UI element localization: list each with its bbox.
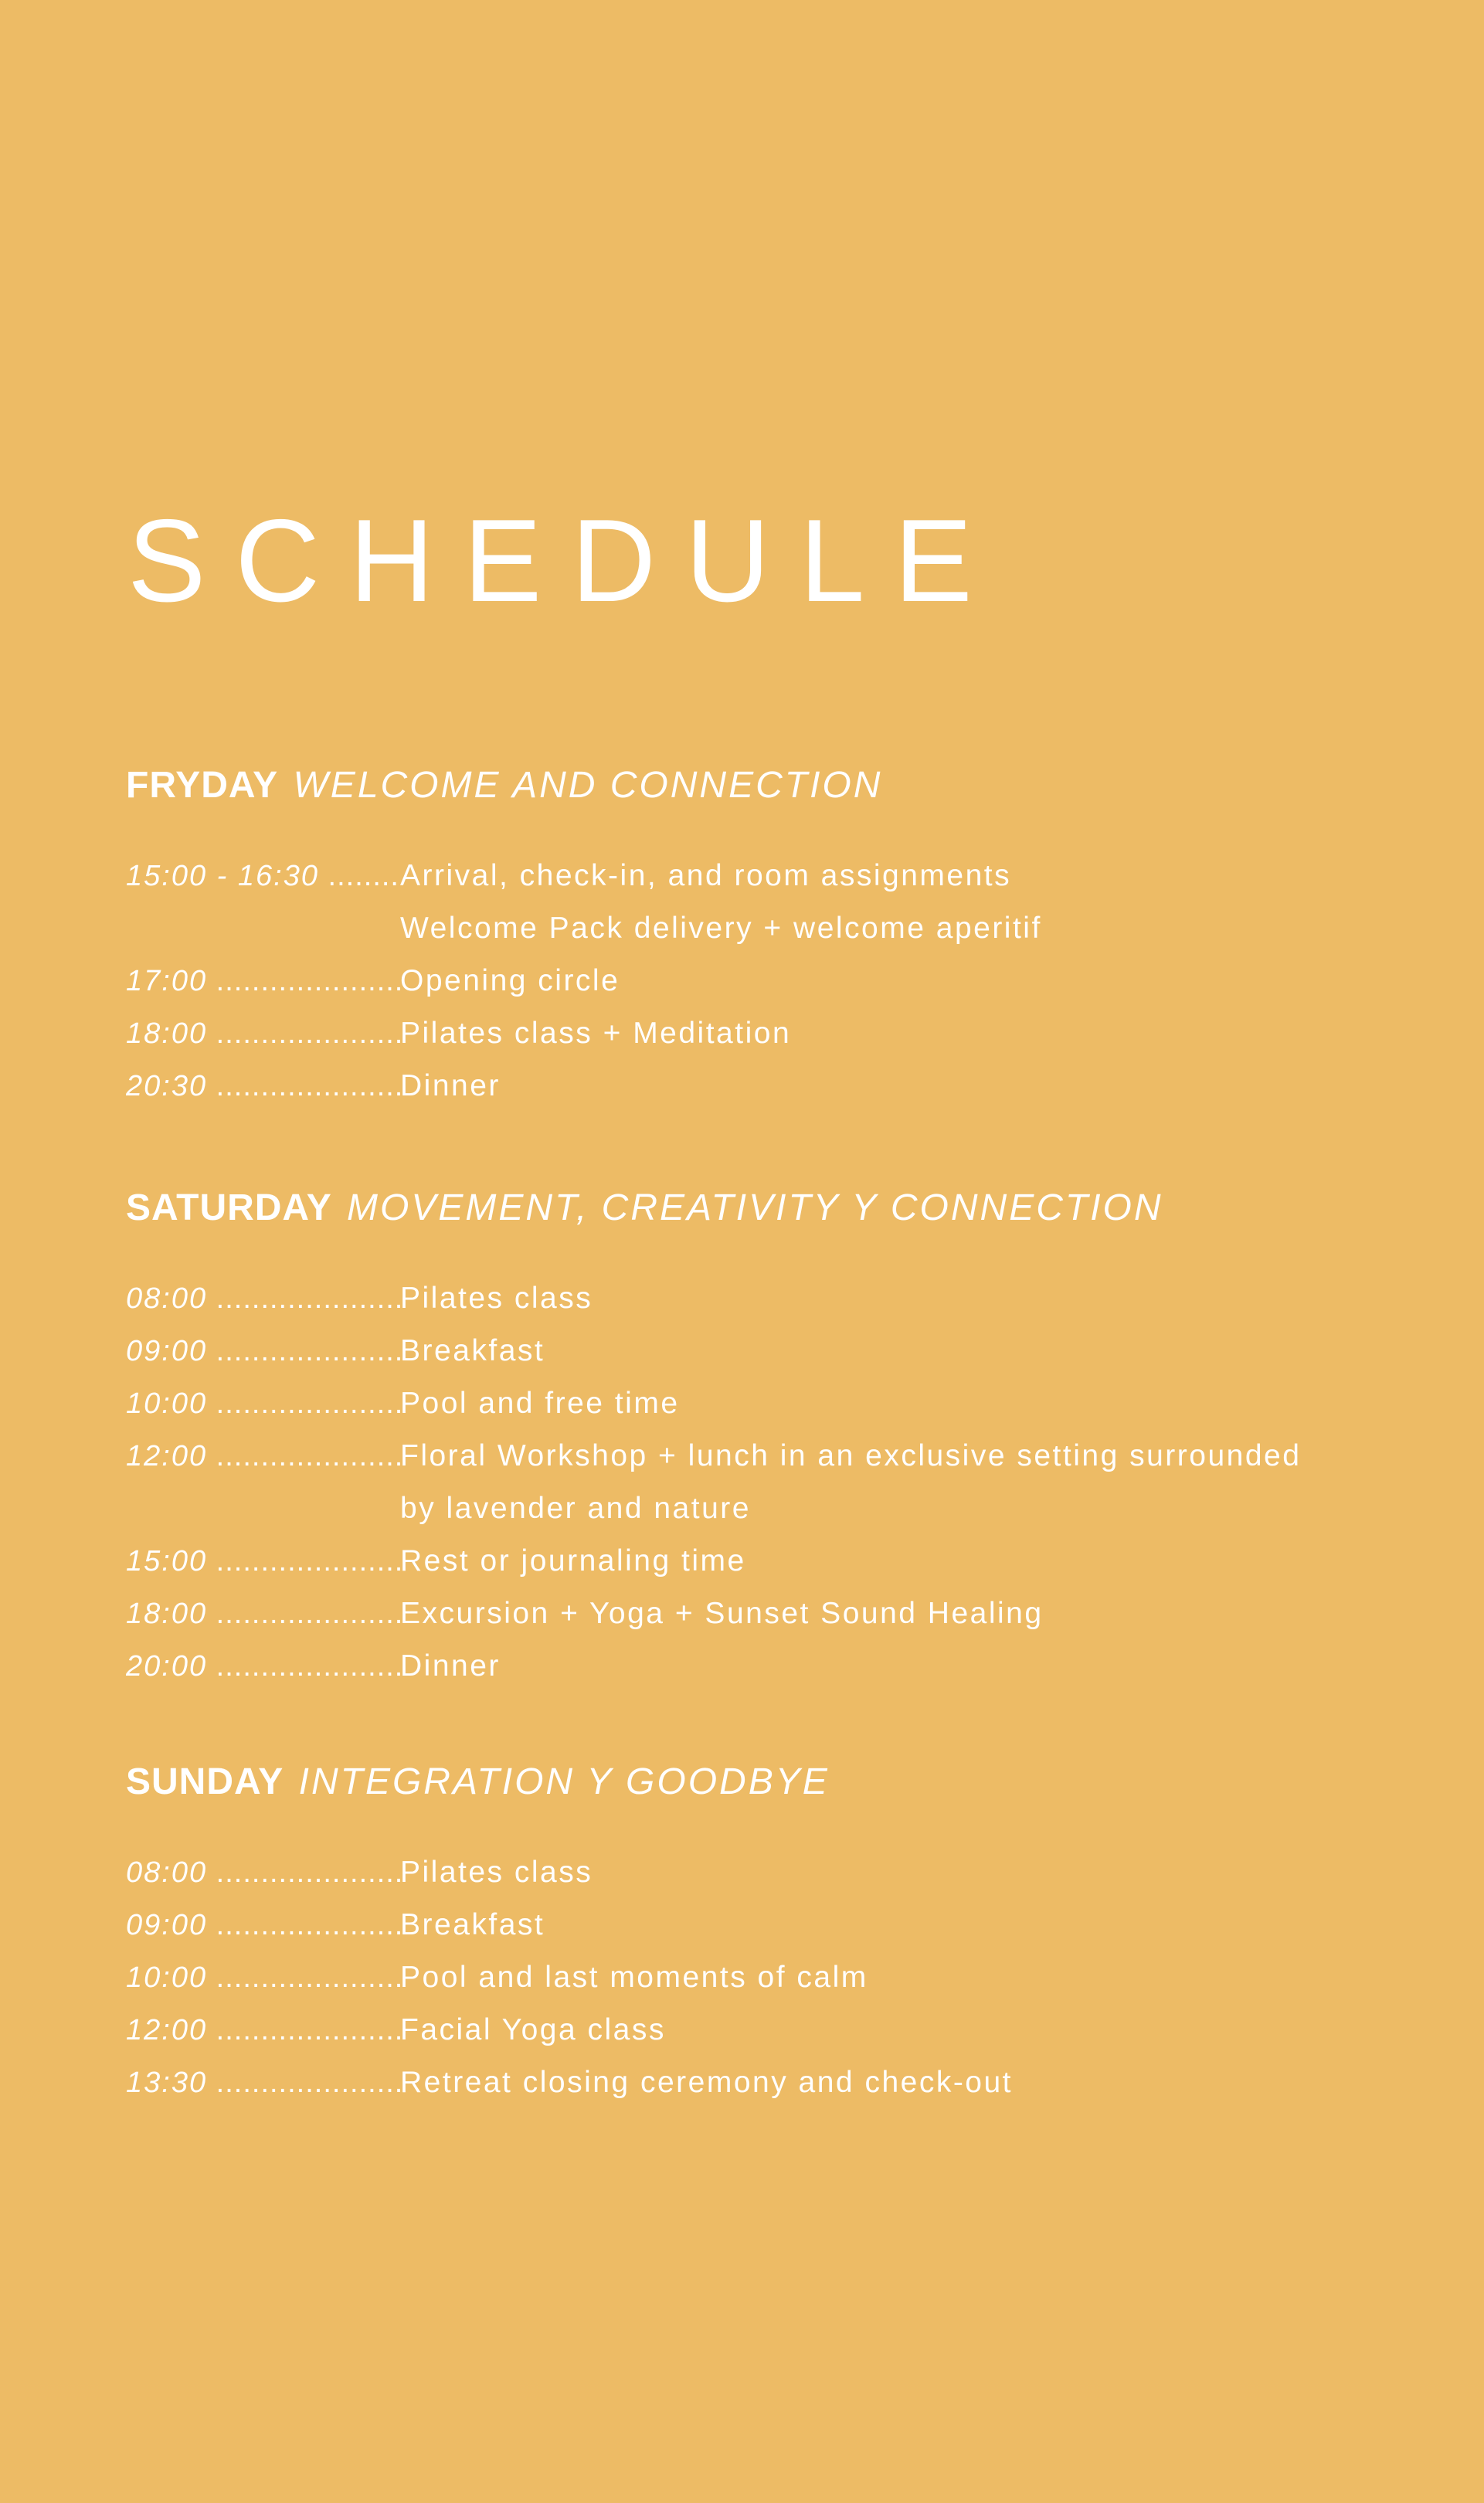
- activity-label: Dinner: [400, 1069, 501, 1102]
- schedule-item: [126, 1377, 1439, 1430]
- day-theme: INTEGRATION Y GOODBYE: [298, 1761, 830, 1802]
- time-slot: [126, 1272, 400, 1325]
- schedule-item: [126, 1951, 1439, 2004]
- time-label: 20:30 .....: [126, 1070, 400, 1102]
- schedule-list: [126, 1846, 1439, 2109]
- time-slot: [126, 955, 400, 1007]
- time-label: 10:00 .....: [126, 1961, 400, 1994]
- time-label: 15:00 - 16:30 .....: [126, 860, 400, 892]
- schedule-item: [126, 1272, 1439, 1325]
- day-theme: MOVEMENT, CREATIVITY Y CONNECTION: [347, 1187, 1163, 1228]
- time-slot: [126, 1325, 400, 1377]
- schedule-list: [126, 1272, 1439, 1693]
- schedule-item: [126, 1430, 1439, 1535]
- day-name: SUNDAY: [126, 1761, 284, 1802]
- page-title: SCHEDULE: [127, 495, 1002, 627]
- day-section-sunday: [126, 1761, 1439, 2109]
- schedule-item: [126, 1588, 1439, 1640]
- schedule-item: [126, 955, 1439, 1007]
- schedule-item: [126, 850, 1439, 955]
- day-theme: WELCOME AND CONNECTION: [293, 765, 883, 806]
- time-slot: [126, 1640, 400, 1693]
- activity-label: Breakfast: [400, 1334, 545, 1367]
- time-slot: [126, 1377, 400, 1430]
- day-section-friday: [126, 767, 1439, 1112]
- time-label: 20:00 .....: [126, 1650, 400, 1683]
- time-label: 18:00 .....: [126, 1017, 400, 1050]
- time-slot: [126, 1846, 400, 1899]
- time-label: 08:00 .....: [126, 1282, 400, 1315]
- activity-label: Facial Yoga class: [400, 2013, 666, 2046]
- schedule-item: [126, 2004, 1439, 2056]
- activity-label: Retreat closing ceremony and check-out: [400, 2066, 1014, 2099]
- time-slot: [126, 1588, 400, 1640]
- schedule-item: [126, 1007, 1439, 1060]
- time-label: 09:00 .....: [126, 1335, 400, 1367]
- day-header: [126, 1761, 1439, 1802]
- time-label: 12:00 .....: [126, 1440, 400, 1472]
- day-section-saturday: [126, 1187, 1439, 1693]
- schedule-item: [126, 1846, 1439, 1899]
- time-label: 15:00 .....: [126, 1545, 400, 1578]
- time-slot: [126, 1899, 400, 1951]
- time-slot: [126, 2004, 400, 2056]
- time-slot: [126, 1535, 400, 1588]
- time-slot: [126, 1430, 400, 1482]
- day-header: [126, 1187, 1439, 1228]
- time-slot: [126, 1007, 400, 1060]
- day-header: [126, 767, 1439, 804]
- time-label: 10:00 .....: [126, 1387, 400, 1420]
- time-slot: [126, 850, 400, 902]
- time-slot: [126, 1060, 400, 1112]
- time-slot: [126, 2056, 400, 2109]
- activity-label: Opening circle: [400, 964, 620, 997]
- activity-label: Breakfast: [400, 1908, 545, 1941]
- activity-label: Pool and free time: [400, 1387, 680, 1420]
- activity-label: Dinner: [400, 1649, 501, 1683]
- time-label: 13:30 .....: [126, 2067, 400, 2099]
- activity-label: Rest or journaling time: [400, 1544, 746, 1578]
- time-label: 18:00 .....: [126, 1598, 400, 1630]
- time-label: 17:00 .....: [126, 965, 400, 997]
- time-label: 09:00 .....: [126, 1909, 400, 1941]
- schedule-item: [126, 1325, 1439, 1377]
- activity-label: Pilates class + Meditation: [400, 1017, 792, 1050]
- time-slot: [126, 1951, 400, 2004]
- day-name: SATURDAY: [126, 1187, 332, 1228]
- schedule-item: [126, 1640, 1439, 1693]
- time-label: 12:00 .....: [126, 2014, 400, 2046]
- schedule-item: [126, 2056, 1439, 2109]
- activity-label: Floral Workshop + lunch in an exclusive setting surrounded by lavender and nature: [400, 1439, 1302, 1525]
- activity-label: Arrival, check-in, and room assignments Welcome Pack delivery + welcome aperitif: [400, 859, 1042, 945]
- activity-label: Pilates class: [400, 1282, 593, 1315]
- activity-label: Excursion + Yoga + Sunset Sound Healing: [400, 1597, 1044, 1630]
- schedule-item: [126, 1060, 1439, 1112]
- day-name: FRYDAY: [126, 765, 279, 806]
- schedule-list: [126, 850, 1439, 1112]
- schedule-item: [126, 1899, 1439, 1951]
- schedule-item: [126, 1535, 1439, 1588]
- activity-label: Pilates class: [400, 1856, 593, 1889]
- activity-label: Pool and last moments of calm: [400, 1961, 868, 1994]
- time-label: 08:00 .....: [126, 1856, 400, 1889]
